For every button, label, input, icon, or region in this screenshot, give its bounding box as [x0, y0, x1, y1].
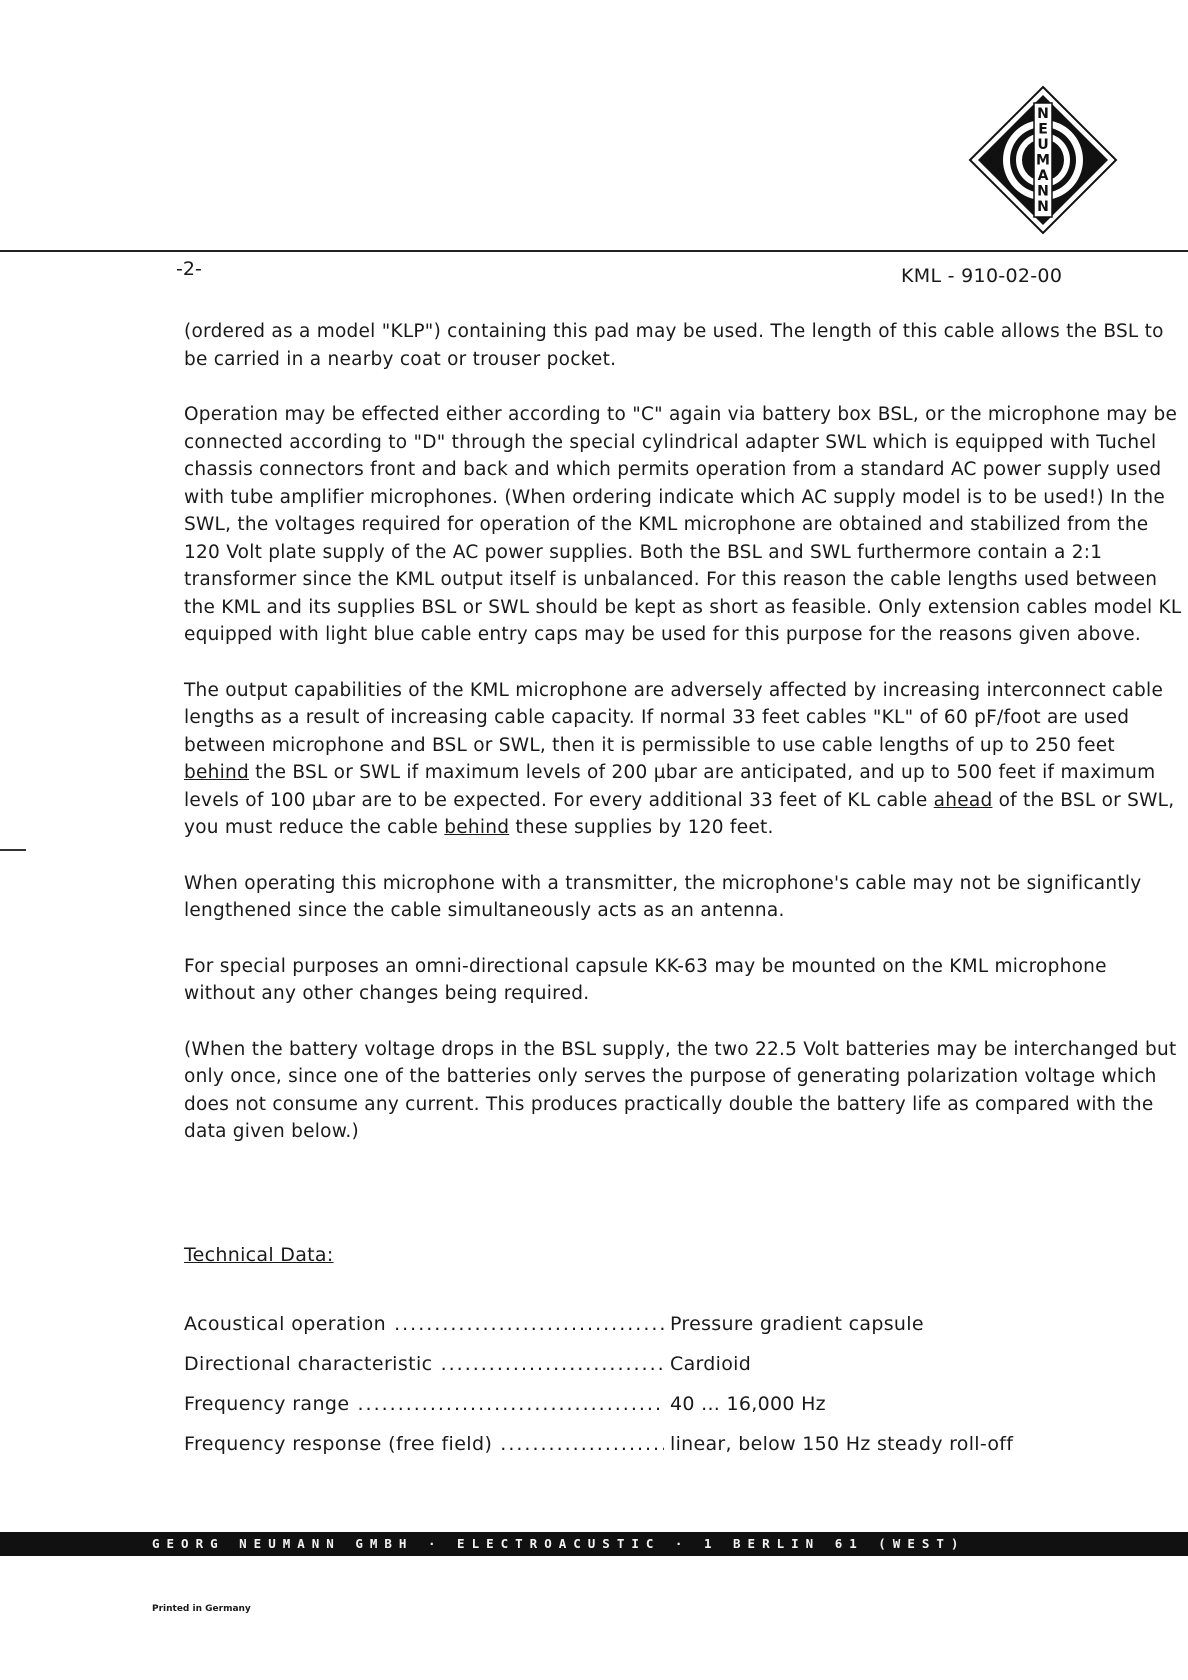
technical-data-value: Pressure gradient capsule: [670, 1313, 924, 1335]
logo-letter: M: [1036, 152, 1050, 169]
margin-mark: [0, 849, 26, 851]
body-text: [184, 318, 1184, 1174]
paragraph-text: The output capabilities of the KML microphone are adversely affected by increasing interconnect cable lengths as a result of increasing cable capacity. If normal 33 feet cables "KL" of 60 pF/foot are used between microphone and BSL or SWL, then it is permissible to use cable lengths of up to 250 feet: [184, 679, 1164, 756]
paragraph-text: When operating this microphone with a transmitter, the microphone's cable may not be significantly lengthened since the cable simultaneously acts as an antenna.: [184, 872, 1142, 921]
paragraph-text: of the BSL or SWL, you must reduce the cable: [184, 789, 1175, 838]
logo-letter: N: [1037, 106, 1049, 122]
technical-data-heading: Technical Data:: [184, 1244, 334, 1266]
neumann-diamond-icon: [968, 85, 1118, 235]
underlined-text: behind: [444, 817, 510, 838]
neumann-logo: [968, 85, 1118, 235]
logo-letter: U: [1037, 137, 1049, 153]
logo-letter: N: [1037, 183, 1049, 200]
technical-data-row: [184, 1313, 1084, 1353]
technical-data-row: [184, 1393, 1084, 1433]
paragraph: [184, 401, 1184, 649]
header-rule: [0, 250, 1188, 252]
technical-data-value: 40 ... 16,000 Hz: [670, 1393, 826, 1415]
paragraph: [184, 318, 1184, 373]
paragraph-text: (ordered as a model "KLP") containing this pad may be used. The length of this cable allows the BSL to be carried in a nearby coat or trouser pocket.: [184, 321, 1164, 370]
technical-data-value: Cardioid: [670, 1353, 752, 1375]
technical-data-row: [184, 1433, 1084, 1473]
paragraph-text: For special purposes an omni-directional capsule KK-63 may be mounted on the KML microphone without any other changes being required.: [184, 955, 1107, 1004]
paragraph: [184, 953, 1184, 1008]
logo-letter: N: [1037, 199, 1049, 215]
paragraph: [184, 870, 1184, 925]
technical-data-label: Frequency range .....: [184, 1393, 664, 1415]
technical-data-label: Frequency response (free field) .....: [184, 1433, 664, 1455]
underlined-text: behind: [184, 762, 249, 783]
technical-data-label: Acoustical operation .....: [184, 1313, 664, 1335]
technical-data-label: Directional characteristic .....: [184, 1353, 664, 1375]
logo-letter: A: [1037, 168, 1049, 184]
document-reference: KML - 910-02-00: [901, 265, 1063, 287]
technical-data-value: linear, below 150 Hz steady roll-off: [670, 1433, 1014, 1455]
paragraph-text: (When the battery voltage drops in the BSL supply, the two 22.5 Volt batteries may be interchanged but only once, since one of the batteries only serves the purpose of generating polarization voltage which does not consume any current. This produces practically double the battery life as compared with the data given below.): [184, 1038, 1177, 1142]
technical-data-table: [184, 1313, 1084, 1473]
company-footer-bar: GEORG NEUMANN GMBH · ELECTROACUSTIC · 1 BERLIN 61 (WEST): [0, 1532, 1188, 1556]
paragraph-text: these supplies by 120 feet.: [509, 817, 774, 838]
paragraph: [184, 677, 1184, 842]
underlined-text: ahead: [933, 789, 993, 811]
page-number: -2-: [176, 258, 202, 280]
logo-letter: E: [1038, 121, 1048, 138]
paragraph: [184, 1036, 1184, 1146]
paragraph-text: Operation may be effected either according to "C" again via battery box BSL, or the microphone may be connected according to "D" through the special cylindrical adapter SWL which is equipped with Tuchel chassis connectors front and back and which permits operation from a standard AC power supply used with tube amplifier microphones. (When ordering indicate which AC supply model is to be used!) In the SWL, the voltages required for operation of the KML microphone are obtained and stabilized from the 120 Volt plate supply of the AC power supplies. Both the BSL and SWL furthermore contain a 2:1 transformer since the KML output itself is unbalanced. For this reason the cable lengths used between the KML and its supplies BSL or SWL should be kept as short as feasible. Only extension cables model KL equipped with light blue cable entry caps may be used for this purpose for the reasons given above.: [184, 404, 1182, 645]
paragraph-text: the BSL or SWL if maximum levels of 200 µbar are anticipated, and up to 500 feet if maximum levels of 100 µbar are to be expected. For every additional 33 feet of KL cable: [184, 762, 1156, 811]
printed-in-germany: Printed in Germany: [152, 1604, 251, 1614]
technical-data-row: [184, 1353, 1084, 1393]
